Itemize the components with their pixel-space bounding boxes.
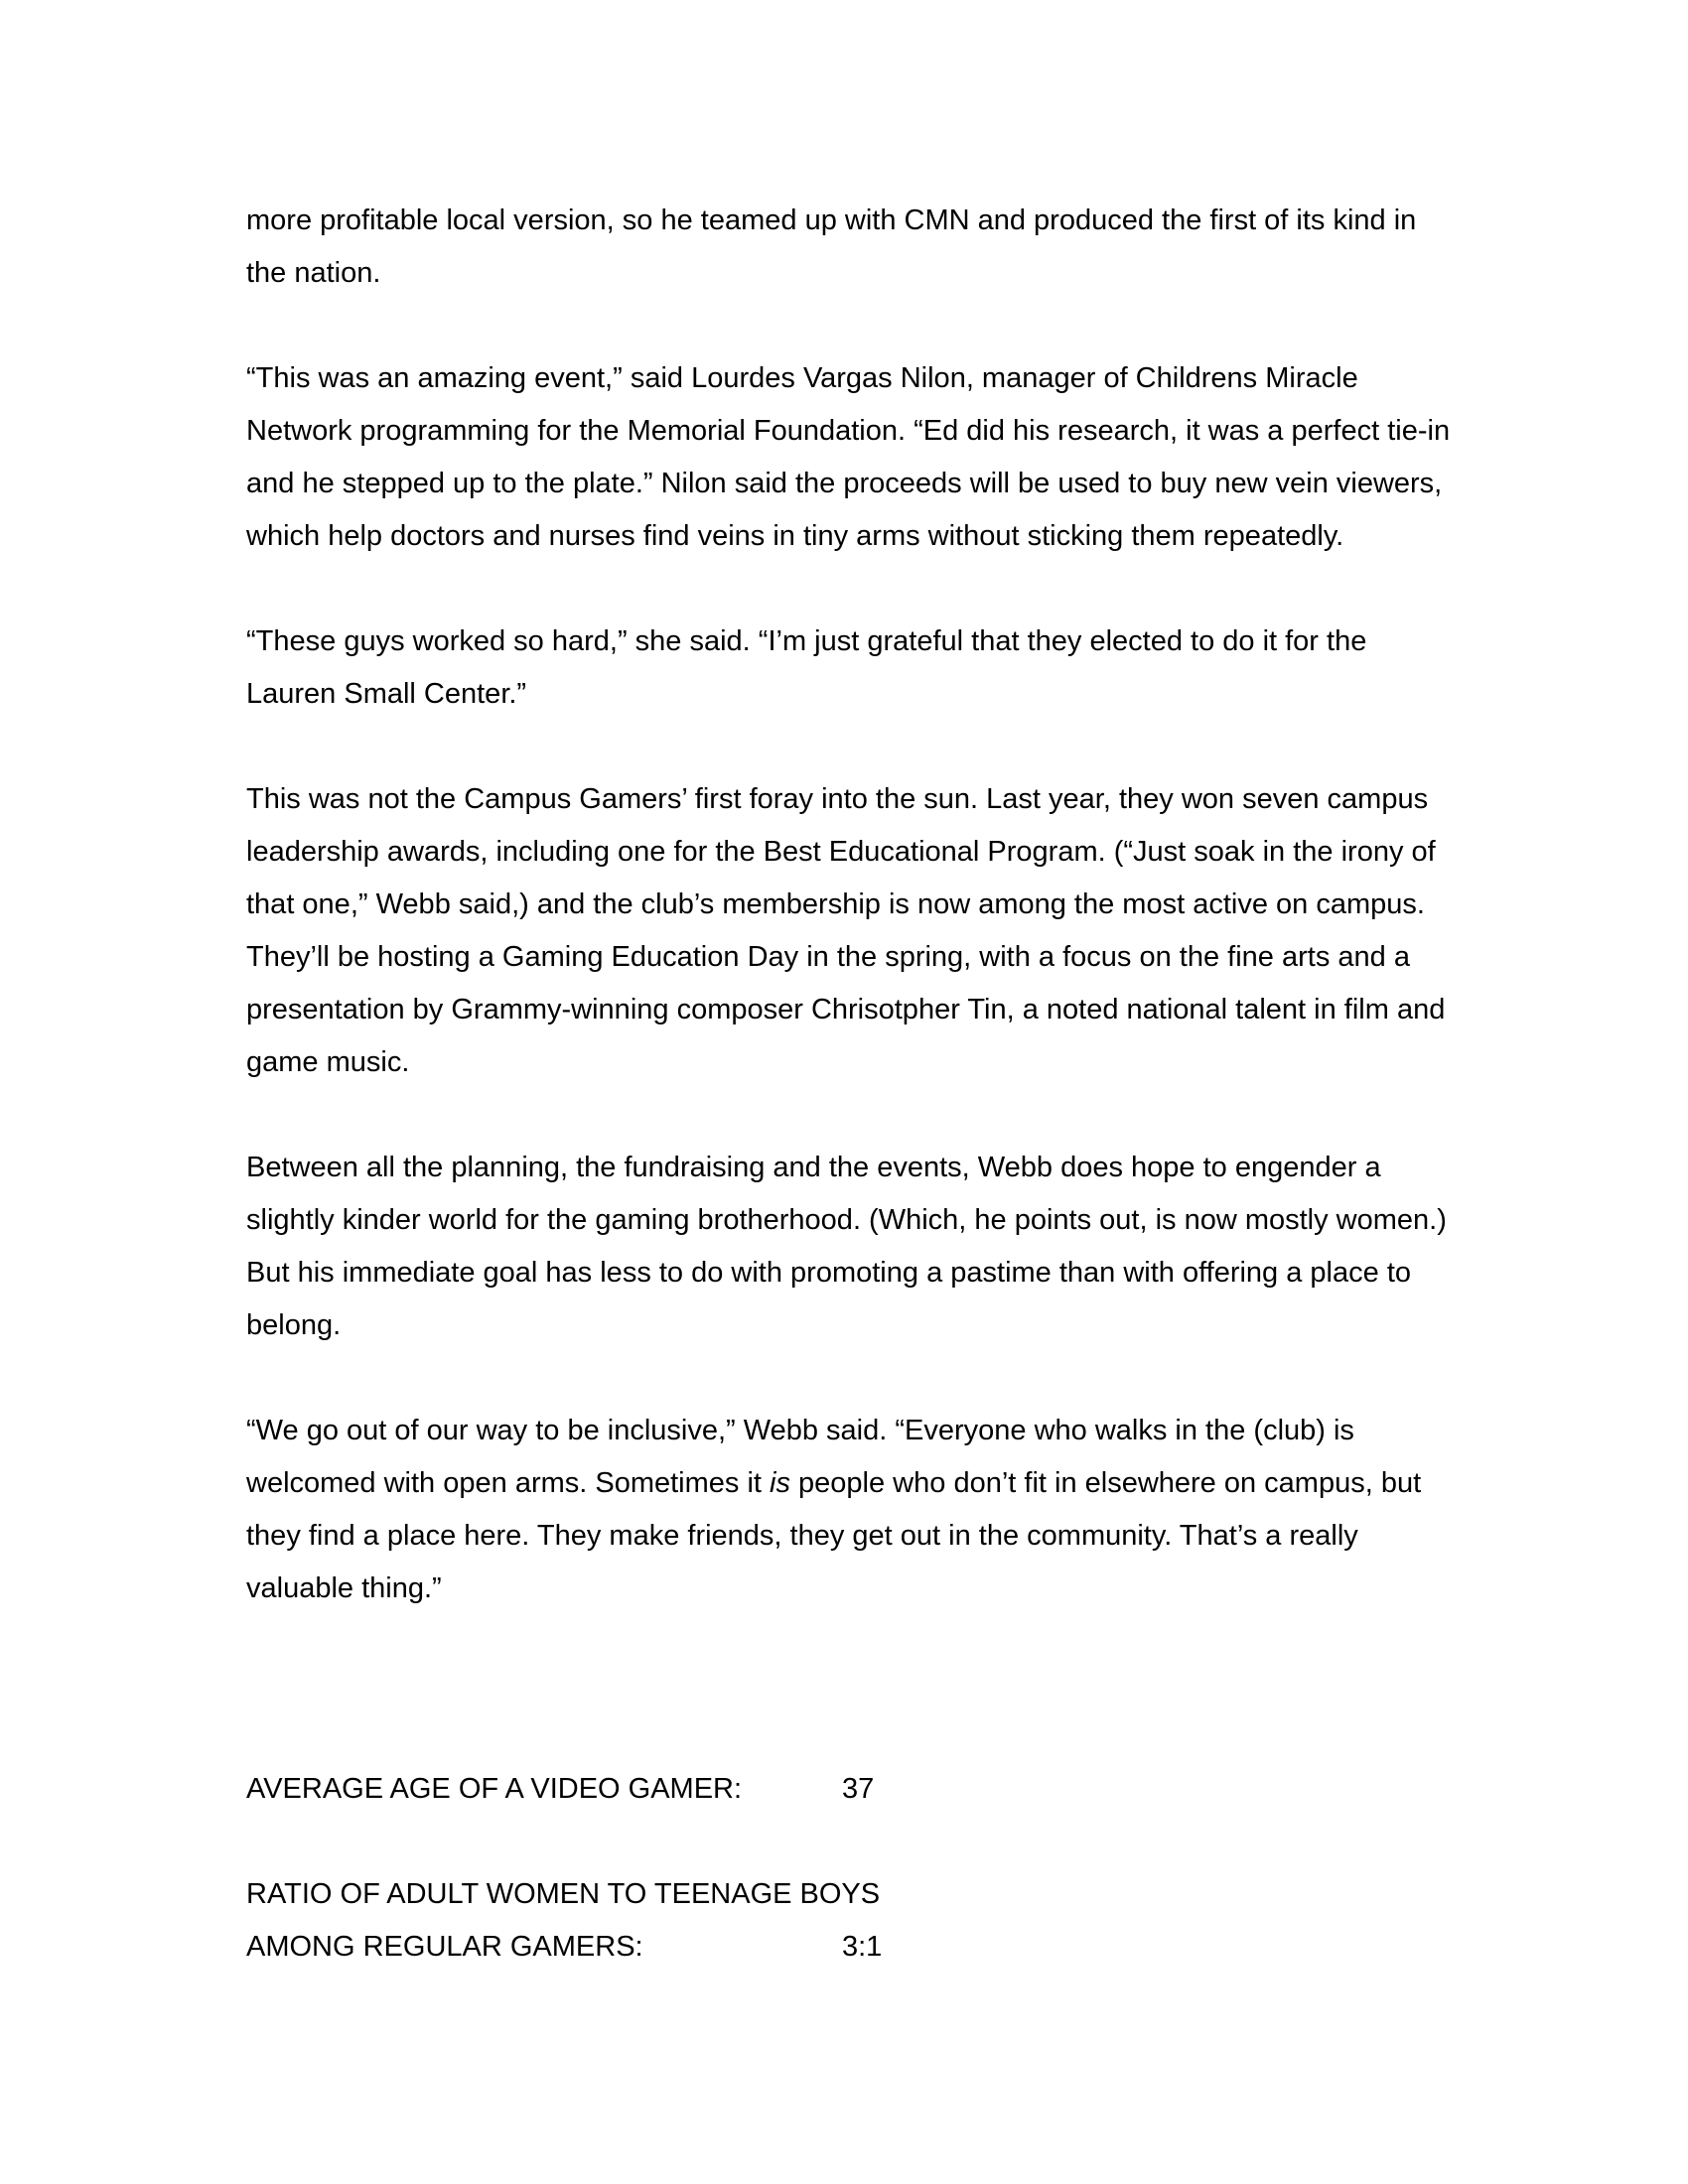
average-age-label: AVERAGE AGE OF A VIDEO GAMER:	[246, 1773, 743, 1805]
paragraph-text-after-emphasis: people who don’t fit in elsewhere on campus, but they find a place here. They make friends, they get out in the community. That’s a really valuable thing.”	[246, 1467, 1422, 1604]
paragraph: “This was an amazing event,” said Lourdes Vargas Nilon, manager of Childrens Miracle Network programming for the Memorial Foundation. “Ed did his research, it was a perfect tie-in and he stepped up to the plate.” Nilon said the proceeds will be used to buy new vein viewers, which help doctors and nurses find veins in tiny arms without sticking them repeatedly.	[246, 362, 1451, 552]
paragraph: Between all the planning, the fundraising and the events, Webb does hope to engender a slightly kinder world for the gaming brotherhood. (Which, he points out, is now mostly women.) But his immediate goal has less to do with promoting a pastime than with offering a place to belong.	[246, 1152, 1447, 1341]
average-age-row	[246, 1763, 1458, 1816]
emphasis-text: is	[770, 1467, 790, 1499]
paragraph-text-before-emphasis: “We go out of our way to be inclusive,” Webb said. “Everyone who walks in the (club) is welcomed with open arms. Sometimes it	[246, 1415, 1354, 1499]
average-age-value: 37	[842, 1773, 875, 1805]
ratio-label-line1: RATIO OF ADULT WOMEN TO TEENAGE BOYS	[246, 1878, 881, 1910]
ratio-row	[246, 1921, 1458, 1974]
ratio-label-row	[246, 1868, 1458, 1921]
paragraph-with-emphasis	[246, 1405, 1458, 1615]
ratio-label-line2: AMONG REGULAR GAMERS:	[246, 1931, 643, 1963]
stats-section	[246, 1763, 1458, 1974]
paragraph: This was not the Campus Gamers’ first foray into the sun. Last year, they won seven campus leadership awards, including one for the Best Educational Program. (“Just soak in the irony of that one,” Webb said,) and the club’s membership is now among the most active on campus. They’ll be hosting a Gaming Education Day in the spring, with a focus on the fine arts and a presentation by Grammy-winning composer Chrisotpher Tin, a noted national talent in film and game music.	[246, 783, 1446, 1078]
stat-spacer	[246, 1816, 1458, 1868]
document-body	[246, 195, 1458, 1668]
paragraph: more profitable local version, so he teamed up with CMN and produced the first of its kind in the nation.	[246, 205, 1417, 289]
ratio-value: 3:1	[842, 1931, 883, 1963]
paragraph: “These guys worked so hard,” she said. “I’m just grateful that they elected to do it for the Lauren Small Center.”	[246, 625, 1367, 710]
